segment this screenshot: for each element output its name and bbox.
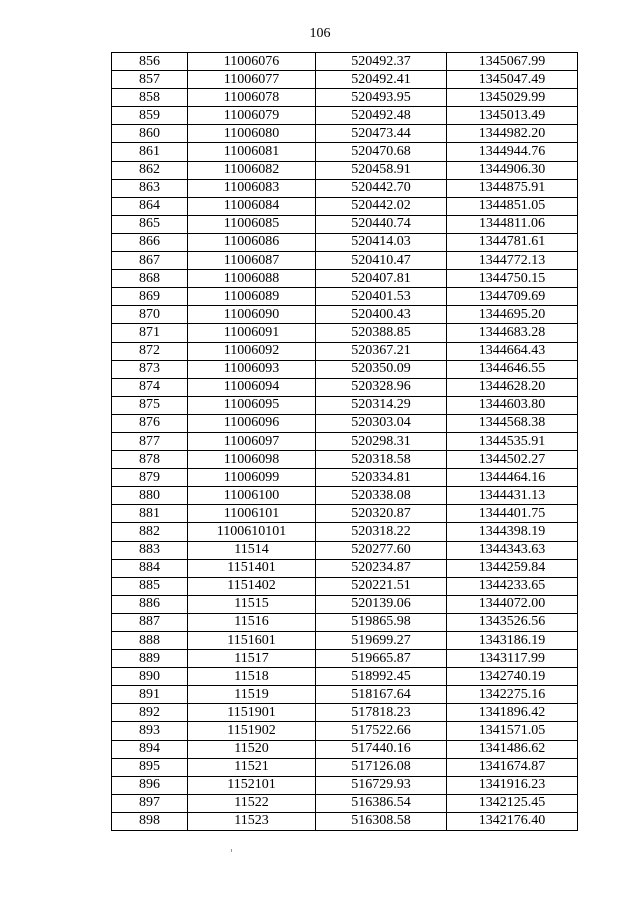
table-row xyxy=(112,704,578,722)
row-number-cell: 867 xyxy=(112,252,188,270)
point-id-cell: 11515 xyxy=(188,595,316,613)
row-number-cell: 883 xyxy=(112,541,188,559)
row-number-cell: 857 xyxy=(112,71,188,89)
x-coordinate-cell: 520401.53 xyxy=(316,288,447,306)
y-coordinate-cell: 1344072.00 xyxy=(447,595,578,613)
y-coordinate-cell: 1342275.16 xyxy=(447,686,578,704)
row-number-cell: 890 xyxy=(112,668,188,686)
x-coordinate-cell: 516729.93 xyxy=(316,776,447,794)
row-number-cell: 892 xyxy=(112,704,188,722)
point-id-cell: 11006098 xyxy=(188,451,316,469)
x-coordinate-cell: 519865.98 xyxy=(316,613,447,631)
row-number-cell: 872 xyxy=(112,342,188,360)
point-id-cell: 11006085 xyxy=(188,215,316,233)
table-row xyxy=(112,451,578,469)
row-number-cell: 887 xyxy=(112,613,188,631)
row-number-cell: 898 xyxy=(112,812,188,830)
x-coordinate-cell: 520338.08 xyxy=(316,487,447,505)
x-coordinate-cell: 517126.08 xyxy=(316,758,447,776)
y-coordinate-cell: 1344982.20 xyxy=(447,125,578,143)
row-number-cell: 880 xyxy=(112,487,188,505)
y-coordinate-cell: 1344398.19 xyxy=(447,523,578,541)
point-id-cell: 11516 xyxy=(188,613,316,631)
point-id-cell: 11006082 xyxy=(188,161,316,179)
table-row xyxy=(112,179,578,197)
row-number-cell: 873 xyxy=(112,360,188,378)
point-id-cell: 11006099 xyxy=(188,469,316,487)
point-id-cell: 1100610101 xyxy=(188,523,316,541)
row-number-cell: 864 xyxy=(112,197,188,215)
y-coordinate-cell: 1345067.99 xyxy=(447,53,578,71)
table-row xyxy=(112,161,578,179)
row-number-cell: 884 xyxy=(112,559,188,577)
point-id-cell: 11006095 xyxy=(188,396,316,414)
y-coordinate-cell: 1344502.27 xyxy=(447,451,578,469)
x-coordinate-cell: 520334.81 xyxy=(316,469,447,487)
y-coordinate-cell: 1342740.19 xyxy=(447,668,578,686)
row-number-cell: 876 xyxy=(112,414,188,432)
table-row xyxy=(112,668,578,686)
x-coordinate-cell: 518167.64 xyxy=(316,686,447,704)
point-id-cell: 11006077 xyxy=(188,71,316,89)
x-coordinate-cell: 520277.60 xyxy=(316,541,447,559)
row-number-cell: 888 xyxy=(112,632,188,650)
table-row xyxy=(112,577,578,595)
row-number-cell: 881 xyxy=(112,505,188,523)
y-coordinate-cell: 1341916.23 xyxy=(447,776,578,794)
x-coordinate-cell: 520318.22 xyxy=(316,523,447,541)
y-coordinate-cell: 1344401.75 xyxy=(447,505,578,523)
y-coordinate-cell: 1342176.40 xyxy=(447,812,578,830)
y-coordinate-cell: 1343186.19 xyxy=(447,632,578,650)
table-row xyxy=(112,505,578,523)
point-id-cell: 11006080 xyxy=(188,125,316,143)
x-coordinate-cell: 520320.87 xyxy=(316,505,447,523)
row-number-cell: 874 xyxy=(112,378,188,396)
x-coordinate-cell: 520407.81 xyxy=(316,270,447,288)
page-number: 106 xyxy=(309,26,331,41)
row-number-cell: 859 xyxy=(112,107,188,125)
table-row xyxy=(112,143,578,161)
y-coordinate-cell: 1344628.20 xyxy=(447,378,578,396)
point-id-cell: 11006100 xyxy=(188,487,316,505)
x-coordinate-cell: 517522.66 xyxy=(316,722,447,740)
row-number-cell: 885 xyxy=(112,577,188,595)
table-row xyxy=(112,487,578,505)
table-row xyxy=(112,722,578,740)
point-id-cell: 11006101 xyxy=(188,505,316,523)
table-row xyxy=(112,776,578,794)
point-id-cell: 11006089 xyxy=(188,288,316,306)
table-row xyxy=(112,523,578,541)
row-number-cell: 866 xyxy=(112,233,188,251)
y-coordinate-cell: 1341486.62 xyxy=(447,740,578,758)
row-number-cell: 879 xyxy=(112,469,188,487)
point-id-cell: 1151601 xyxy=(188,632,316,650)
point-id-cell: 11006090 xyxy=(188,306,316,324)
y-coordinate-cell: 1344343.63 xyxy=(447,541,578,559)
table-row xyxy=(112,378,578,396)
point-id-cell: 1151901 xyxy=(188,704,316,722)
row-number-cell: 895 xyxy=(112,758,188,776)
x-coordinate-cell: 520492.37 xyxy=(316,53,447,71)
x-coordinate-cell: 517818.23 xyxy=(316,704,447,722)
table-row xyxy=(112,197,578,215)
x-coordinate-cell: 517440.16 xyxy=(316,740,447,758)
row-number-cell: 868 xyxy=(112,270,188,288)
table-row xyxy=(112,632,578,650)
x-coordinate-cell: 520388.85 xyxy=(316,324,447,342)
table-row xyxy=(112,469,578,487)
y-coordinate-cell: 1344664.43 xyxy=(447,342,578,360)
point-id-cell: 1152101 xyxy=(188,776,316,794)
y-coordinate-cell: 1344811.06 xyxy=(447,215,578,233)
x-coordinate-cell: 520318.58 xyxy=(316,451,447,469)
x-coordinate-cell: 520442.70 xyxy=(316,179,447,197)
table-row xyxy=(112,432,578,450)
table-row xyxy=(112,595,578,613)
x-coordinate-cell: 520303.04 xyxy=(316,414,447,432)
table-row xyxy=(112,541,578,559)
table-row xyxy=(112,812,578,830)
row-number-cell: 870 xyxy=(112,306,188,324)
point-id-cell: 1151401 xyxy=(188,559,316,577)
table-row xyxy=(112,89,578,107)
y-coordinate-cell: 1344695.20 xyxy=(447,306,578,324)
point-id-cell: 11006094 xyxy=(188,378,316,396)
point-id-cell: 11006079 xyxy=(188,107,316,125)
row-number-cell: 875 xyxy=(112,396,188,414)
x-coordinate-cell: 520492.48 xyxy=(316,107,447,125)
coordinates-table-body xyxy=(112,53,578,831)
y-coordinate-cell: 1344683.28 xyxy=(447,324,578,342)
point-id-cell: 11006076 xyxy=(188,53,316,71)
table-row xyxy=(112,215,578,233)
x-coordinate-cell: 520314.29 xyxy=(316,396,447,414)
row-number-cell: 894 xyxy=(112,740,188,758)
point-id-cell: 11006097 xyxy=(188,432,316,450)
x-coordinate-cell: 520221.51 xyxy=(316,577,447,595)
point-id-cell: 11520 xyxy=(188,740,316,758)
row-number-cell: 886 xyxy=(112,595,188,613)
table-row xyxy=(112,650,578,668)
y-coordinate-cell: 1345029.99 xyxy=(447,89,578,107)
x-coordinate-cell: 520492.41 xyxy=(316,71,447,89)
row-number-cell: 865 xyxy=(112,215,188,233)
x-coordinate-cell: 520350.09 xyxy=(316,360,447,378)
scan-mark xyxy=(231,849,232,852)
row-number-cell: 856 xyxy=(112,53,188,71)
x-coordinate-cell: 520298.31 xyxy=(316,432,447,450)
row-number-cell: 893 xyxy=(112,722,188,740)
y-coordinate-cell: 1343526.56 xyxy=(447,613,578,631)
table-row xyxy=(112,252,578,270)
y-coordinate-cell: 1344464.16 xyxy=(447,469,578,487)
point-id-cell: 11006091 xyxy=(188,324,316,342)
coordinates-table xyxy=(111,52,578,831)
point-id-cell: 1151402 xyxy=(188,577,316,595)
point-id-cell: 11006096 xyxy=(188,414,316,432)
x-coordinate-cell: 520414.03 xyxy=(316,233,447,251)
y-coordinate-cell: 1344772.13 xyxy=(447,252,578,270)
row-number-cell: 877 xyxy=(112,432,188,450)
y-coordinate-cell: 1344568.38 xyxy=(447,414,578,432)
x-coordinate-cell: 520410.47 xyxy=(316,252,447,270)
x-coordinate-cell: 518992.45 xyxy=(316,668,447,686)
table-row xyxy=(112,53,578,71)
x-coordinate-cell: 519665.87 xyxy=(316,650,447,668)
y-coordinate-cell: 1344875.91 xyxy=(447,179,578,197)
row-number-cell: 871 xyxy=(112,324,188,342)
point-id-cell: 1151902 xyxy=(188,722,316,740)
point-id-cell: 11006093 xyxy=(188,360,316,378)
table-row xyxy=(112,306,578,324)
point-id-cell: 11006078 xyxy=(188,89,316,107)
y-coordinate-cell: 1344709.69 xyxy=(447,288,578,306)
y-coordinate-cell: 1341896.42 xyxy=(447,704,578,722)
x-coordinate-cell: 520400.43 xyxy=(316,306,447,324)
x-coordinate-cell: 516308.58 xyxy=(316,812,447,830)
y-coordinate-cell: 1344259.84 xyxy=(447,559,578,577)
row-number-cell: 861 xyxy=(112,143,188,161)
point-id-cell: 11517 xyxy=(188,650,316,668)
point-id-cell: 11514 xyxy=(188,541,316,559)
x-coordinate-cell: 516386.54 xyxy=(316,794,447,812)
y-coordinate-cell: 1344781.61 xyxy=(447,233,578,251)
table-row xyxy=(112,342,578,360)
table-row xyxy=(112,758,578,776)
row-number-cell: 863 xyxy=(112,179,188,197)
point-id-cell: 11006081 xyxy=(188,143,316,161)
table-row xyxy=(112,414,578,432)
table-row xyxy=(112,71,578,89)
point-id-cell: 11519 xyxy=(188,686,316,704)
point-id-cell: 11006086 xyxy=(188,233,316,251)
row-number-cell: 869 xyxy=(112,288,188,306)
x-coordinate-cell: 520440.74 xyxy=(316,215,447,233)
table-row xyxy=(112,233,578,251)
x-coordinate-cell: 520367.21 xyxy=(316,342,447,360)
point-id-cell: 11006087 xyxy=(188,252,316,270)
y-coordinate-cell: 1345013.49 xyxy=(447,107,578,125)
row-number-cell: 878 xyxy=(112,451,188,469)
table-row xyxy=(112,794,578,812)
x-coordinate-cell: 519699.27 xyxy=(316,632,447,650)
table-row xyxy=(112,396,578,414)
row-number-cell: 858 xyxy=(112,89,188,107)
table-row xyxy=(112,270,578,288)
row-number-cell: 897 xyxy=(112,794,188,812)
row-number-cell: 860 xyxy=(112,125,188,143)
table-row xyxy=(112,613,578,631)
point-id-cell: 11522 xyxy=(188,794,316,812)
point-id-cell: 11518 xyxy=(188,668,316,686)
row-number-cell: 889 xyxy=(112,650,188,668)
y-coordinate-cell: 1343117.99 xyxy=(447,650,578,668)
y-coordinate-cell: 1344233.65 xyxy=(447,577,578,595)
y-coordinate-cell: 1344646.55 xyxy=(447,360,578,378)
y-coordinate-cell: 1341571.05 xyxy=(447,722,578,740)
y-coordinate-cell: 1341674.87 xyxy=(447,758,578,776)
y-coordinate-cell: 1344750.15 xyxy=(447,270,578,288)
y-coordinate-cell: 1344906.30 xyxy=(447,161,578,179)
point-id-cell: 11006084 xyxy=(188,197,316,215)
table-row xyxy=(112,288,578,306)
x-coordinate-cell: 520139.06 xyxy=(316,595,447,613)
x-coordinate-cell: 520442.02 xyxy=(316,197,447,215)
table-row xyxy=(112,740,578,758)
y-coordinate-cell: 1344535.91 xyxy=(447,432,578,450)
row-number-cell: 896 xyxy=(112,776,188,794)
point-id-cell: 11006092 xyxy=(188,342,316,360)
x-coordinate-cell: 520473.44 xyxy=(316,125,447,143)
table-row xyxy=(112,686,578,704)
x-coordinate-cell: 520493.95 xyxy=(316,89,447,107)
x-coordinate-cell: 520328.96 xyxy=(316,378,447,396)
y-coordinate-cell: 1344944.76 xyxy=(447,143,578,161)
point-id-cell: 11523 xyxy=(188,812,316,830)
y-coordinate-cell: 1345047.49 xyxy=(447,71,578,89)
point-id-cell: 11006088 xyxy=(188,270,316,288)
x-coordinate-cell: 520234.87 xyxy=(316,559,447,577)
point-id-cell: 11521 xyxy=(188,758,316,776)
row-number-cell: 891 xyxy=(112,686,188,704)
row-number-cell: 882 xyxy=(112,523,188,541)
point-id-cell: 11006083 xyxy=(188,179,316,197)
row-number-cell: 862 xyxy=(112,161,188,179)
table-row xyxy=(112,559,578,577)
x-coordinate-cell: 520458.91 xyxy=(316,161,447,179)
y-coordinate-cell: 1344603.80 xyxy=(447,396,578,414)
table-row xyxy=(112,125,578,143)
table-row xyxy=(112,107,578,125)
table-row xyxy=(112,324,578,342)
y-coordinate-cell: 1342125.45 xyxy=(447,794,578,812)
x-coordinate-cell: 520470.68 xyxy=(316,143,447,161)
table-row xyxy=(112,360,578,378)
y-coordinate-cell: 1344851.05 xyxy=(447,197,578,215)
y-coordinate-cell: 1344431.13 xyxy=(447,487,578,505)
